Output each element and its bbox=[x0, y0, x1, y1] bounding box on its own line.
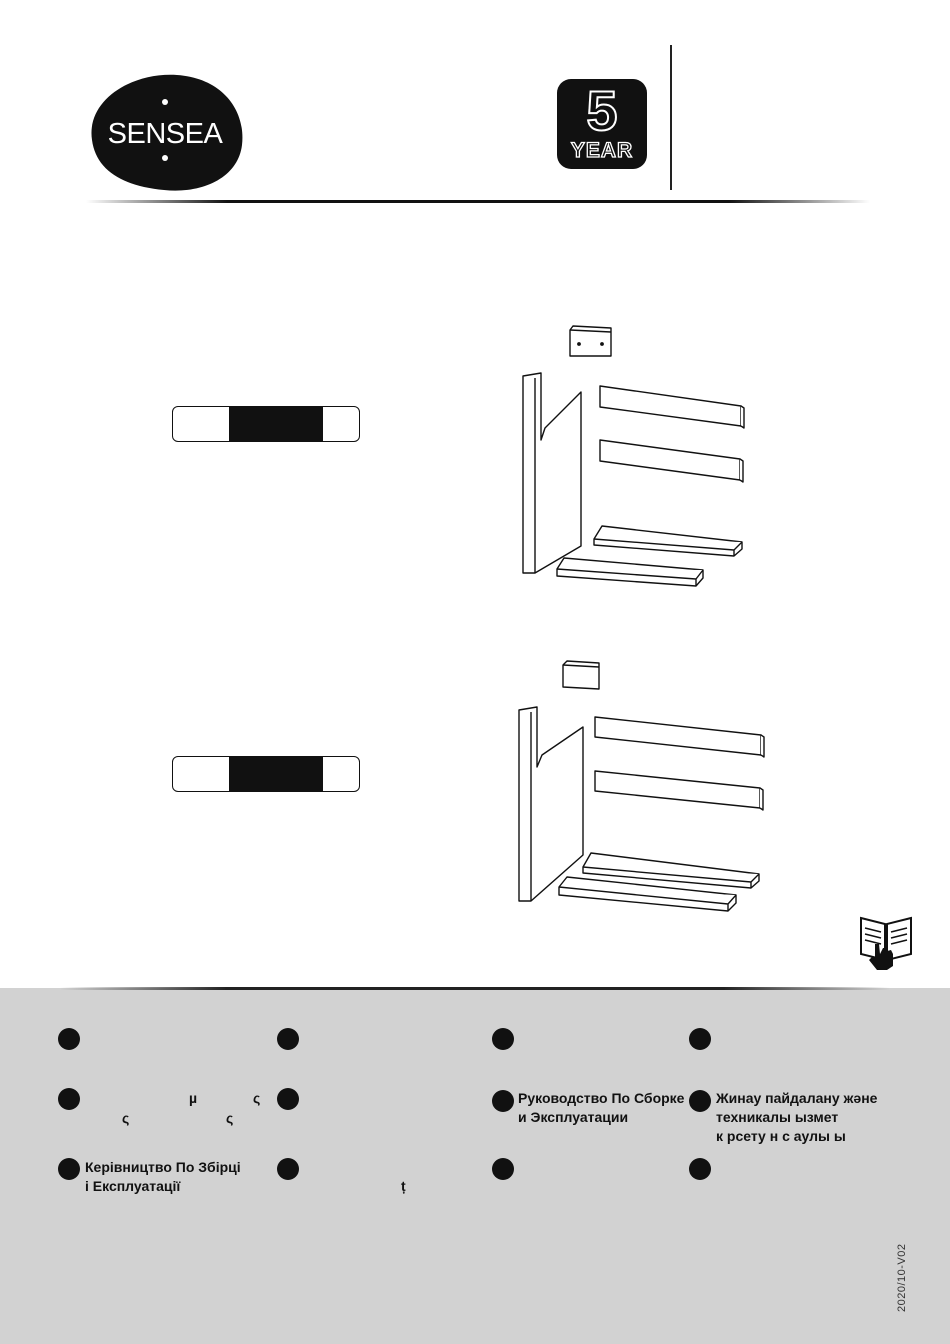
sensea-logo bbox=[82, 70, 248, 196]
five-year-warranty-badge bbox=[556, 78, 648, 170]
language-bullet bbox=[277, 1088, 299, 1110]
language-entry-10: ț bbox=[401, 1178, 406, 1194]
product-illustration-2 bbox=[515, 655, 770, 915]
version-code: 2020/10-V02 bbox=[896, 1243, 908, 1312]
language-bullet bbox=[492, 1158, 514, 1180]
language-bullet bbox=[689, 1158, 711, 1180]
variant-label-bar-2 bbox=[172, 756, 360, 792]
warranty-number: 5 bbox=[586, 79, 618, 142]
variant-label-bar-1 bbox=[172, 406, 360, 442]
header-divider bbox=[670, 45, 672, 190]
language-bullet bbox=[492, 1090, 514, 1112]
language-bullet bbox=[277, 1028, 299, 1050]
language-bullet bbox=[277, 1158, 299, 1180]
warranty-label: YEAR bbox=[570, 139, 634, 162]
language-entry-5-extra: ς bbox=[253, 1090, 261, 1106]
product-illustration-1 bbox=[515, 318, 765, 598]
language-entry-9: Керівництво По Збірці і Експлуатації bbox=[85, 1159, 241, 1194]
language-bullet bbox=[58, 1088, 80, 1110]
language-entry-7: Руководство По Сборке и Эксплуатации bbox=[518, 1090, 685, 1125]
language-bullet bbox=[492, 1028, 514, 1050]
language-bullet bbox=[689, 1090, 711, 1112]
read-manual-icon bbox=[855, 910, 917, 972]
language-entry-5: µ ς ς bbox=[122, 1090, 234, 1126]
language-band-rule bbox=[60, 987, 890, 990]
logo-text: SENSEA bbox=[107, 118, 223, 150]
language-bullet bbox=[58, 1028, 80, 1050]
language-entry-8: Жинау пайдалану және техникалы ызмет к рсету н с аулы ы bbox=[716, 1090, 878, 1144]
header-rule bbox=[86, 200, 870, 203]
language-bullet bbox=[689, 1028, 711, 1050]
language-bullet bbox=[58, 1158, 80, 1180]
